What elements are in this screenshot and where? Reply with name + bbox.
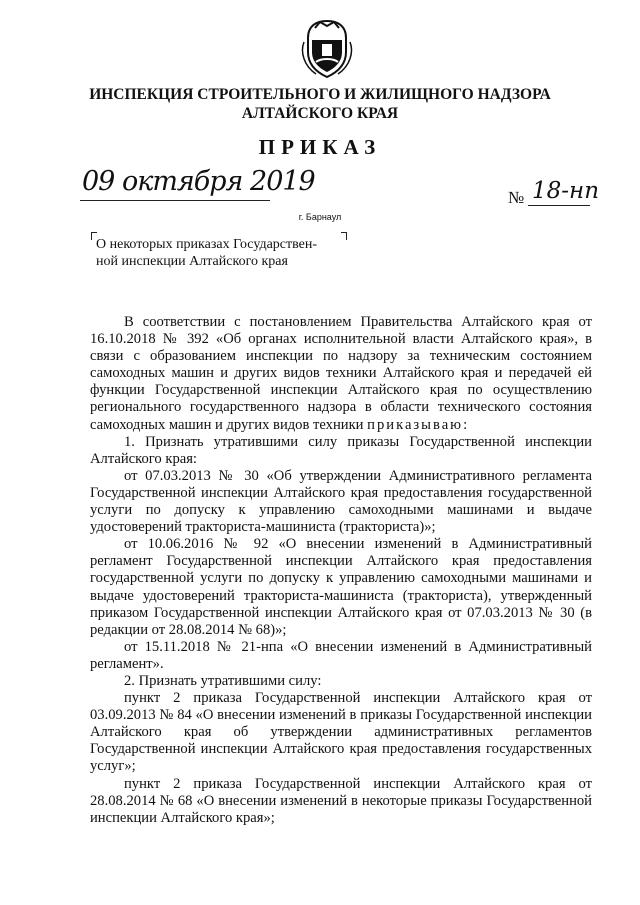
city-label: г. Барнаул [298, 212, 342, 222]
preamble-paragraph [90, 314, 592, 434]
date-underline [80, 200, 270, 201]
document-body [90, 314, 592, 827]
item-2-b: пункт 2 приказа Государственной инспекции Алтайского края от 28.08.2014 № 68 «О внесении изменений в некоторые приказы Государственной инспекции Алтайского края»; [90, 775, 592, 826]
item-1-c: от 15.11.2018 № 21-нпа «О внесении изменений в Административный регламент». [90, 638, 592, 672]
order-word: приказываю: [367, 416, 470, 433]
number-label: № [508, 188, 525, 207]
item-2: 2. Признать утратившими силу: [124, 672, 322, 689]
org-name-line1: ИНСПЕКЦИЯ СТРОИТЕЛЬНОГО И ЖИЛИЩНОГО НАДЗОРА [89, 86, 551, 103]
preamble-text: В соответствии с постановлением Правительства Алтайского края от 16.10.2018 № 392 «Об органах исполнительной власти Алтайского края», в связи с образованием инспекции по надзору за техническим состоянием самоходных машин и других видов техники Алтайского края и передачей ей функции Государственной инспекции Алтайского края по осуществлению регионального государственного надзора в области технического состояния самоходных машин и других видов техники [90, 314, 592, 433]
document-subject [96, 236, 346, 270]
org-name-line2: АЛТАЙСКОГО КРАЯ [241, 105, 399, 122]
handwritten-date: 09 октября 2019 [82, 166, 315, 197]
item-2-a: пункт 2 приказа Государственной инспекции Алтайского края от 03.09.2013 № 84 «О внесении изменений в приказы Государственной инспекции Алтайского края об утверждении административных регламентов Государственной инспекции Алтайского края предоставления государственных услуг»; [90, 690, 592, 775]
coat-of-arms-emblem [298, 18, 356, 80]
item-1-b: от 10.06.2016 № 92 «О внесении изменений в Административный регламент Государственной инспекции Алтайского края предоставления государственной услуги по допуску к управлению самоходными машинами и выдаче удостоверений тракториста-машиниста (тракториста), утвержденный приказом Государственной инспекции Алтайского края от 07.03.2013 № 30 (в редакции от 28.08.2014 № 68)»; [90, 536, 592, 638]
document-type-title: ПРИКАЗ [258, 135, 382, 159]
number-underline [528, 205, 590, 206]
organization-name [60, 85, 580, 123]
handwritten-number: 18-нп [532, 178, 600, 204]
item-1: 1. Признать утратившими силу приказы Государственной инспекции Алтайского края: [90, 433, 592, 467]
subject-line1: О некоторых приказах Государствен- [96, 237, 318, 252]
subject-line2: ной инспекции Алтайского края [96, 254, 288, 269]
item-1-a: от 07.03.2013 № 30 «Об утверждении Административного регламента Государственной инспекции Алтайского края предоставления государственной услуги по допуску к управлению самоходными машинами и выдаче удостоверений тракториста-машиниста (тракториста)»; [90, 467, 592, 536]
